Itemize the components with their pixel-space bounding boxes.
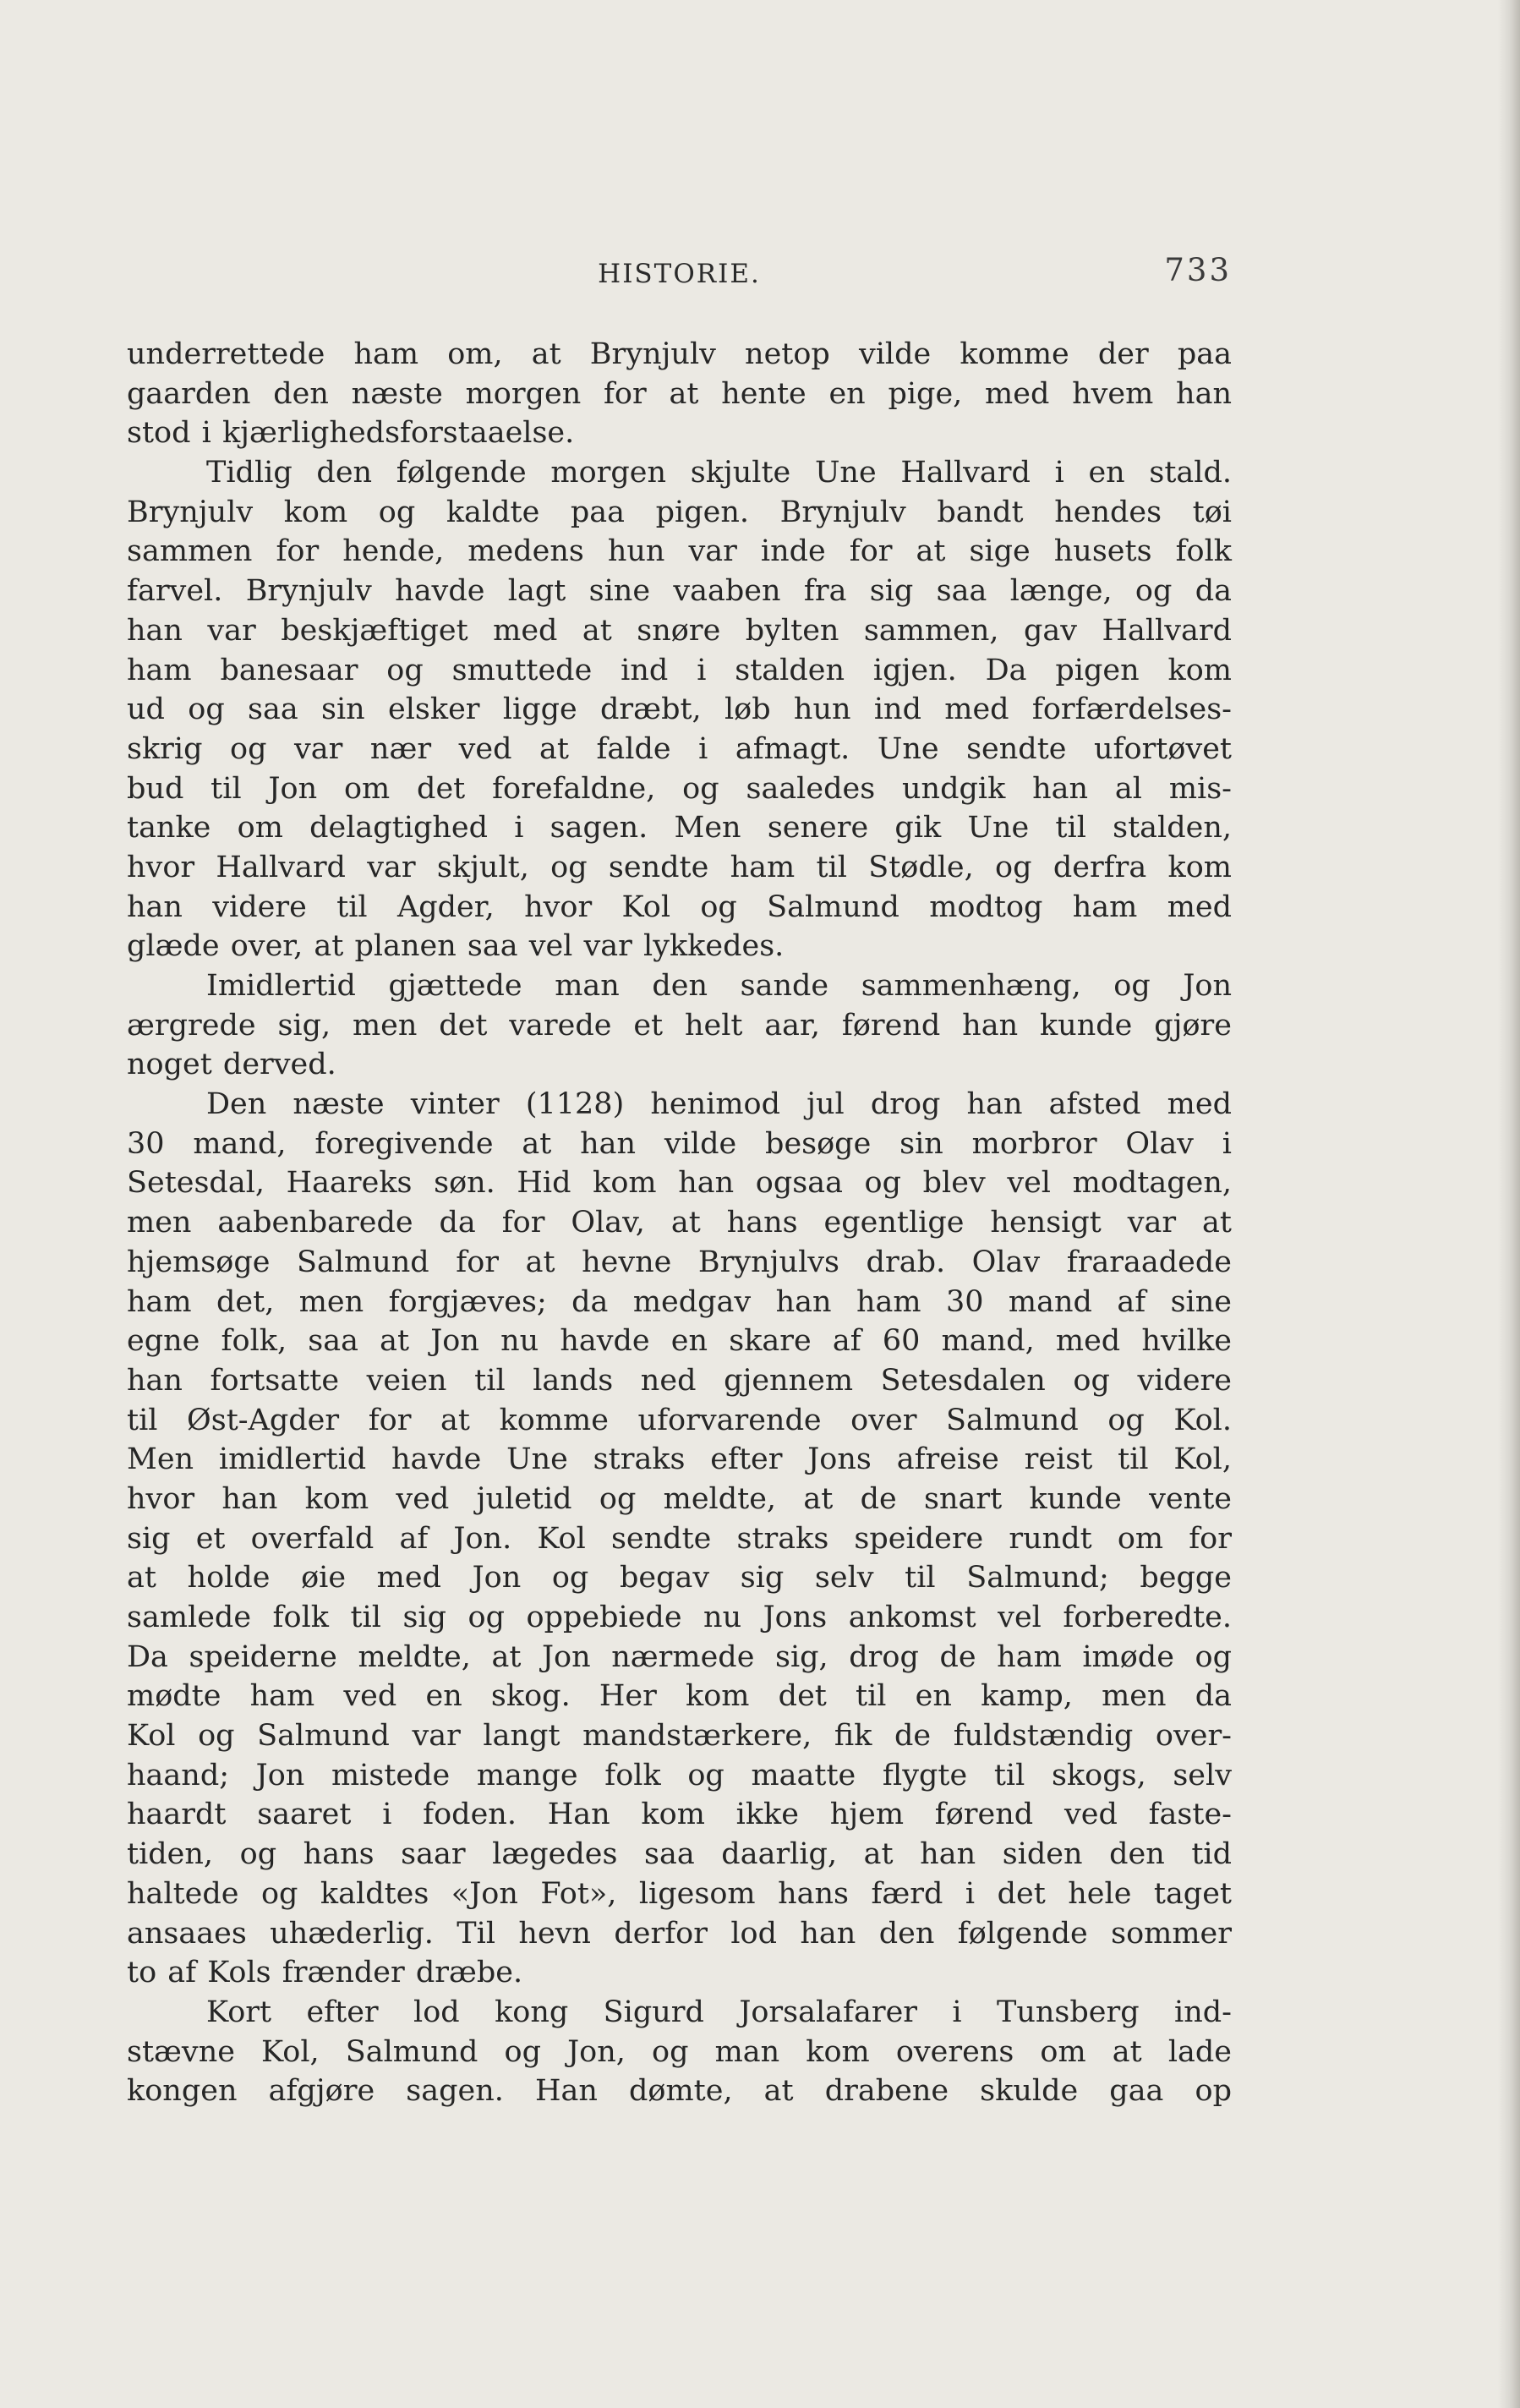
text-line: stævne Kol, Salmund og Jon, og man kom overens om at lade (127, 2034, 1232, 2069)
text-line: kongen afgjøre sagen. Han dømte, at drabene skulde gaa op (127, 2074, 1232, 2109)
text-line: Setesdal, Haareks søn. Hid kom han ogsaa og blev vel modtagen, (127, 1166, 1232, 1201)
text-line: Den næste vinter (1128) henimod jul drog han afsted med (206, 1087, 1232, 1122)
text-line: han fortsatte veien til lands ned gjennem Setesdalen og videre (127, 1363, 1232, 1398)
text-line: haltede og kaldtes «Jon Fot», ligesom hans færd i det hele taget (127, 1876, 1232, 1911)
text-line: 30 mand, foregivende at han vilde besøge sin morbror Olav i (127, 1126, 1232, 1161)
text-line: skrig og var nær ved at falde i afmagt. Une sendte ufortøvet (127, 731, 1232, 766)
text-line: hvor han kom ved juletid og meldte, at de snart kunde vente (127, 1481, 1232, 1516)
text-line: han videre til Agder, hvor Kol og Salmund modtog ham med (127, 889, 1232, 924)
text-line: noget derved. (127, 1048, 336, 1082)
text-line: bud til Jon om det forefaldne, og saaledes undgik han al mis- (127, 771, 1232, 806)
text-line: Tidlig den følgende morgen skjulte Une Hallvard i en stald. (206, 456, 1232, 490)
text-line: han var beskjæftiget med at snøre bylten sammen, gav Hallvard (127, 613, 1232, 648)
text-line: farvel. Brynjulv havde lagt sine vaaben fra sig saa længe, og da (127, 574, 1232, 609)
text-line: ham det, men forgjæves; da medgav han ham 30 mand af sine (127, 1284, 1232, 1319)
text-line: sammen for hende, medens hun var inde for at sige husets folk (127, 534, 1232, 569)
text-line: underrettede ham om, at Brynjulv netop vilde komme der paa (127, 337, 1232, 371)
text-line: egne folk, saa at Jon nu havde en skare af 60 mand, med hvilke (127, 1324, 1232, 1359)
text-line: to af Kols frænder dræbe. (127, 1956, 523, 1990)
text-line: tanke om delagtighed i sagen. Men senere gik Une til stalden, (127, 811, 1232, 846)
text-line: ham banesaar og smuttede ind i stalden igjen. Da pigen kom (127, 653, 1232, 687)
text-line: hvor Hallvard var skjult, og sendte ham til Stødle, og derfra kom (127, 850, 1232, 884)
text-line: til Øst-Agder for at komme uforvarende over Salmund og Kol. (127, 1403, 1232, 1437)
text-line: hjemsøge Salmund for at hevne Brynjulvs drab. Olav fraraadede (127, 1245, 1232, 1279)
text-line: men aabenbarede da for Olav, at hans egentlige hensigt var at (127, 1206, 1232, 1240)
text-line: ud og saa sin elsker ligge dræbt, løb hun ind med forfærdelses- (127, 692, 1232, 727)
text-line: Men imidlertid havde Une straks efter Jons afreise reist til Kol, (127, 1442, 1232, 1477)
text-line: Brynjulv kom og kaldte paa pigen. Brynjulv bandt hendes tøi (127, 495, 1232, 529)
text-line: sig et overfald af Jon. Kol sendte straks speidere rundt om for (127, 1521, 1232, 1556)
running-title: HISTORIE. (598, 259, 761, 289)
text-line: haand; Jon mistede mange folk og maatte flygte til skogs, selv (127, 1758, 1232, 1792)
text-line: at holde øie med Jon og begav sig selv til Salmund; begge (127, 1561, 1232, 1595)
text-line: mødte ham ved en skog. Her kom det til en kamp, men da (127, 1679, 1232, 1714)
text-line: Da speiderne meldte, at Jon nærmede sig, drog de ham imøde og (127, 1639, 1232, 1674)
text-line: gaarden den næste morgen for at hente en pige, med hvem han (127, 376, 1232, 411)
text-line: Imidlertid gjættede man den sande sammenhæng, og Jon (206, 969, 1232, 1003)
text-line: ansaaes uhæderlig. Til hevn derfor lod han den følgende sommer (127, 1916, 1232, 1951)
text-line: samlede folk til sig og oppebiede nu Jons ankomst vel forberedte. (127, 1601, 1232, 1634)
text-line: haardt saaret i foden. Han kom ikke hjem førend ved faste- (127, 1798, 1232, 1832)
text-line: tiden, og hans saar lægedes saa daarlig, at han siden den tid (127, 1837, 1232, 1872)
text-line: stod i kjærlighedsforstaaelse. (127, 416, 575, 451)
text-line: ærgrede sig, men det varede et helt aar, førend han kunde gjøre (127, 1008, 1232, 1043)
body-text (127, 335, 1232, 2111)
page-number: 733 (1164, 252, 1232, 288)
text-line: glæde over, at planen saa vel var lykkedes. (127, 929, 785, 964)
page-edge-shadow (1498, 0, 1520, 2408)
text-line: Kort efter lod kong Sigurd Jorsalafarer i Tunsberg ind- (206, 1995, 1232, 2029)
text-line: Kol og Salmund var langt mandstærkere, fik de fuldstændig over- (127, 1719, 1232, 1754)
page-header (127, 252, 1232, 299)
